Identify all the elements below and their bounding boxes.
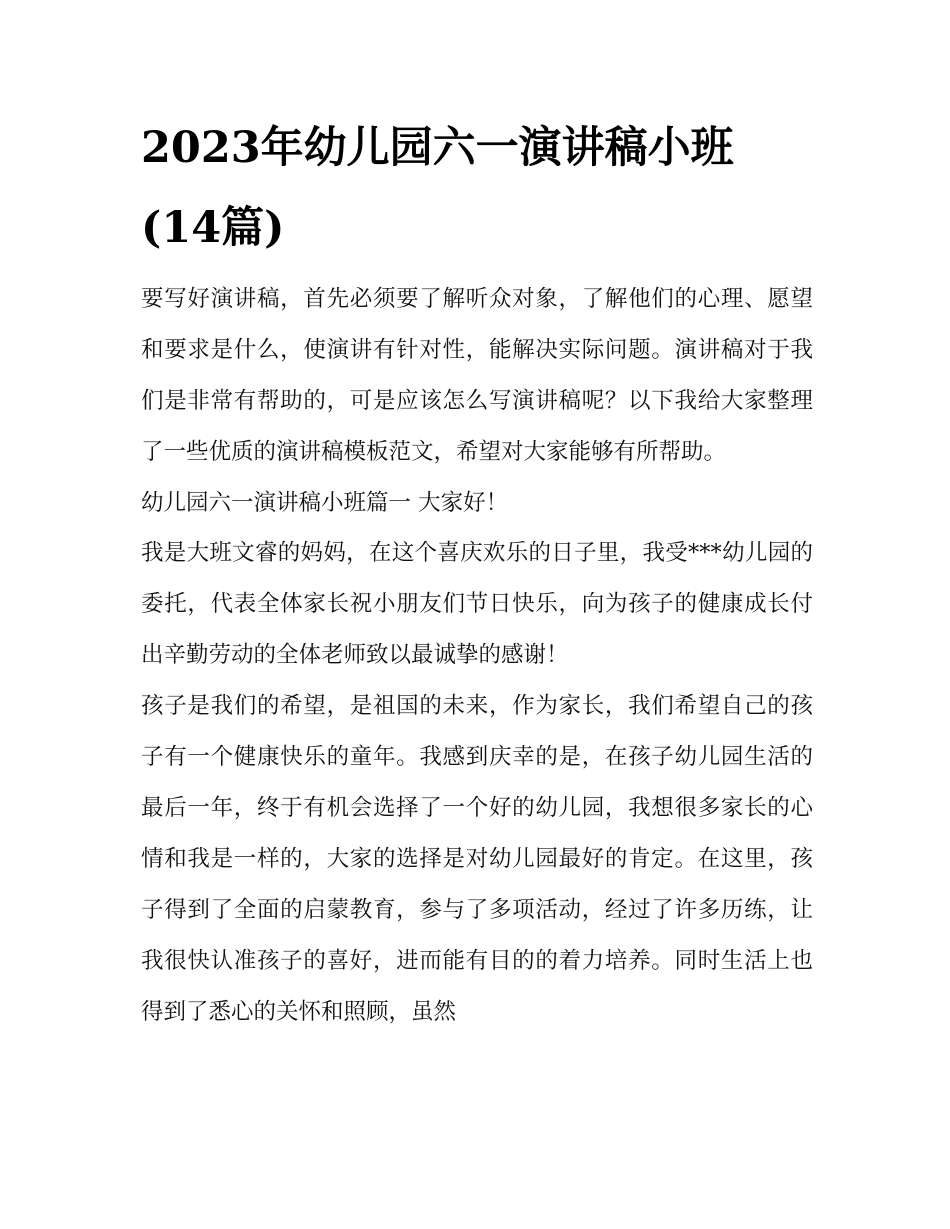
body-paragraph: 孩子是我们的希望，是祖国的未来，作为家长，我们希望自己的孩子有一个健康快乐的童年。我感到庆幸的是，在孩子幼儿园生活的最后一年，终于有机会选择了一个好的幼儿园，我想很多家长的心情和我是一样的，大家的选择是对幼儿园最好的肯定。在这里，孩子得到了全面的启蒙教育，参与了多项活动，经过了许多历练，让我很快认准孩子的喜好，进而能有目的的着力培养。同时生活上也得到了悉心的关怀和照顾，虽然 [141, 693, 813, 1025]
body-paragraph: 我是大班文睿的妈妈，在这个喜庆欢乐的日子里，我受***幼儿园的委托，代表全体家长祝小朋友们节日快乐，向为孩子的健康成长付出辛勤劳动的全体老师致以最诚挚的感谢！ [141, 540, 813, 668]
section-heading-paragraph: 幼儿园六一演讲稿小班篇一 大家好！ [141, 490, 509, 516]
document-title: 2023年幼儿园六一演讲稿小班(14篇) [141, 123, 734, 253]
document-body [141, 108, 813, 1038]
intro-paragraph: 要写好演讲稿，首先必须要了解听众对象，了解他们的心理、愿望和要求是什么，使演讲有针对性，能解决实际问题。演讲稿对于我们是非常有帮助的，可是应该怎么写演讲稿呢？以下我给大家整理了一些优质的演讲稿模板范文，希望对大家能够有所帮助。 [141, 286, 813, 465]
